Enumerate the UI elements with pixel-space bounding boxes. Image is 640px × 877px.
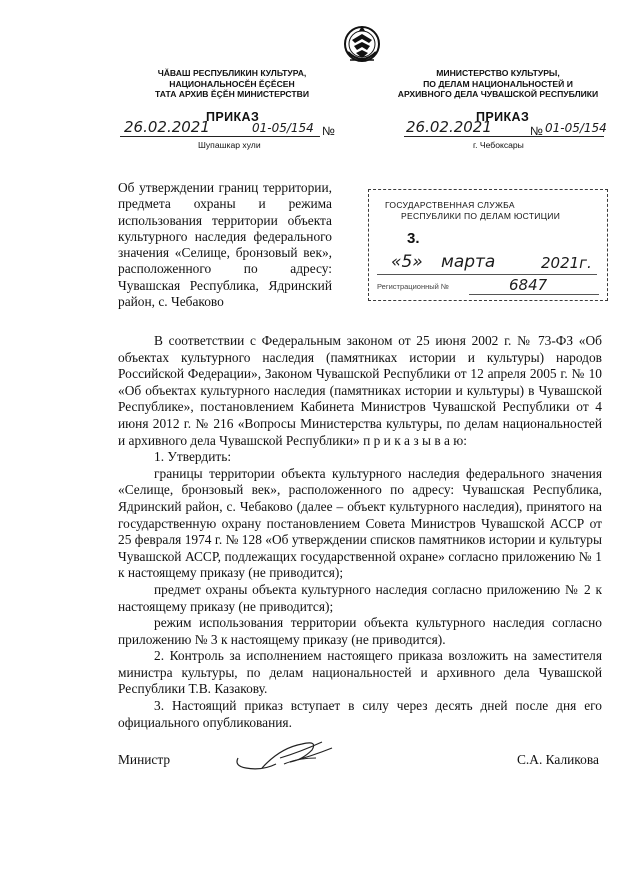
header-right-line: МИНИСТЕРСТВО КУЛЬТУРЫ, [436, 68, 560, 78]
header-left-line: ТАТА АРХИВ ĔҪĔН МИНИСТЕРСТВИ [155, 89, 309, 99]
number-sign: № [322, 124, 335, 138]
ministry-header-chuvash [112, 68, 352, 100]
registration-stamp [368, 189, 608, 301]
body-paragraph: 1. Утвердить: [154, 449, 232, 465]
signatory-name: С.А. Каликова [517, 752, 599, 767]
stamp-number: 3. [407, 230, 420, 247]
date-underline [120, 136, 320, 137]
stamp-month: марта [441, 252, 496, 272]
stamp-reg-label: Регистрационный № [377, 282, 449, 291]
stamp-reg-number: 6847 [509, 276, 548, 294]
body-paragraph: 2. Контроль за исполнением настоящего приказа возложить на заместителя министра культуры, по делам национальностей и архивного дела Чувашской Республики Т.В. Казакову. [118, 648, 602, 697]
order-date-left: 26.02.2021 [124, 118, 210, 136]
body-paragraph: предмет охраны объекта культурного наследия согласно приложению № 2 к настоящему приказу (не приводится); [118, 581, 602, 614]
handwritten-signature [232, 728, 348, 778]
city-right: г. Чебоксары [473, 140, 524, 150]
body-paragraph: границы территории объекта культурного наследия федерального значения «Селище, бронзовый век», расположенного по адресу: Чувашская Республика, Ядринский район, с. Чебаково (далее – объект культурного наследия), принятого на государственную охрану постановлением Совета Министров Чувашской АССР от 25 февраля 1974 г. № 128 «Об утверждении списков памятников истории и культуры Чувашской АССР, подлежащих государственной охране» согласно приложению № 1 к настоящему приказу (не приводится); [118, 465, 602, 581]
stamp-day: «5» [391, 252, 423, 272]
signatory-title: Министр [118, 752, 171, 767]
body-paragraph: 3. Настоящий приказ вступает в силу через десять дней после дня его официального опубликования. [118, 698, 602, 730]
number-sign: № [530, 124, 543, 138]
header-left-line: НАЦИОНАЛЬНОСĔН ĔҪĔСЕН [169, 78, 295, 89]
header-right-line: АРХИВНОГО ДЕЛА ЧУВАШСКОЙ РЕСПУБЛИКИ [397, 89, 599, 99]
order-body [118, 333, 602, 731]
stamp-line: ГОСУДАРСТВЕННАЯ СЛУЖБА [385, 200, 515, 210]
body-paragraph: режим использования территории объекта культурного наследия согласно приложению № 3 к настоящему приказу (не приводится). [118, 615, 602, 647]
order-title-right: ПРИКАЗ [476, 110, 530, 124]
order-number-right: 01-05/154 [545, 121, 607, 135]
city-left: Шупашкар хули [198, 140, 261, 150]
stamp-reg-line [469, 294, 599, 295]
ministry-header-russian [378, 68, 618, 100]
order-date-right: 26.02.2021 [406, 118, 492, 136]
body-paragraph: В соответствии с Федеральным законом от 25 июня 2002 г. № 73-ФЗ «Об объектах культурного наследия (памятниках истории и культуры) народов Российской Федерации», Законом Чувашской Республики от 12 апреля 2005 г. № 10 «Об объектах культурного наследия (памятниках истории и культуры) в Чувашской Республике», постановлением Кабинета Министров Чувашской Республики от 4 июня 2012 г. № 216 «Вопросы Министерства культуры, по делам национальностей и архивного дела Чувашской Республики» п р и к а з ы в а ю: [118, 333, 602, 448]
header-right-line: ПО ДЕЛАМ НАЦИОНАЛЬНОСТЕЙ И [423, 78, 573, 89]
coat-of-arms-icon [342, 22, 382, 68]
date-underline [404, 136, 604, 137]
order-number-left: 01-05/154 [252, 121, 314, 135]
order-title-left: ПРИКАЗ [206, 110, 260, 124]
stamp-date-line [377, 274, 597, 275]
stamp-year: 2021г. [541, 254, 592, 272]
order-subject: Об утверждении границ территории, предмета охраны и режима использования территории объекта культурного наследия федерального значения «Селище, бронзовый век», расположенного по адресу: Чувашская Республика, Ядринский район, с. Чебаково [118, 180, 332, 310]
stamp-line: РЕСПУБЛИКИ ПО ДЕЛАМ ЮСТИЦИИ [401, 211, 561, 221]
header-left-line: ЧӐВАШ РЕСПУБЛИКИН КУЛЬТУРА, [157, 68, 307, 78]
